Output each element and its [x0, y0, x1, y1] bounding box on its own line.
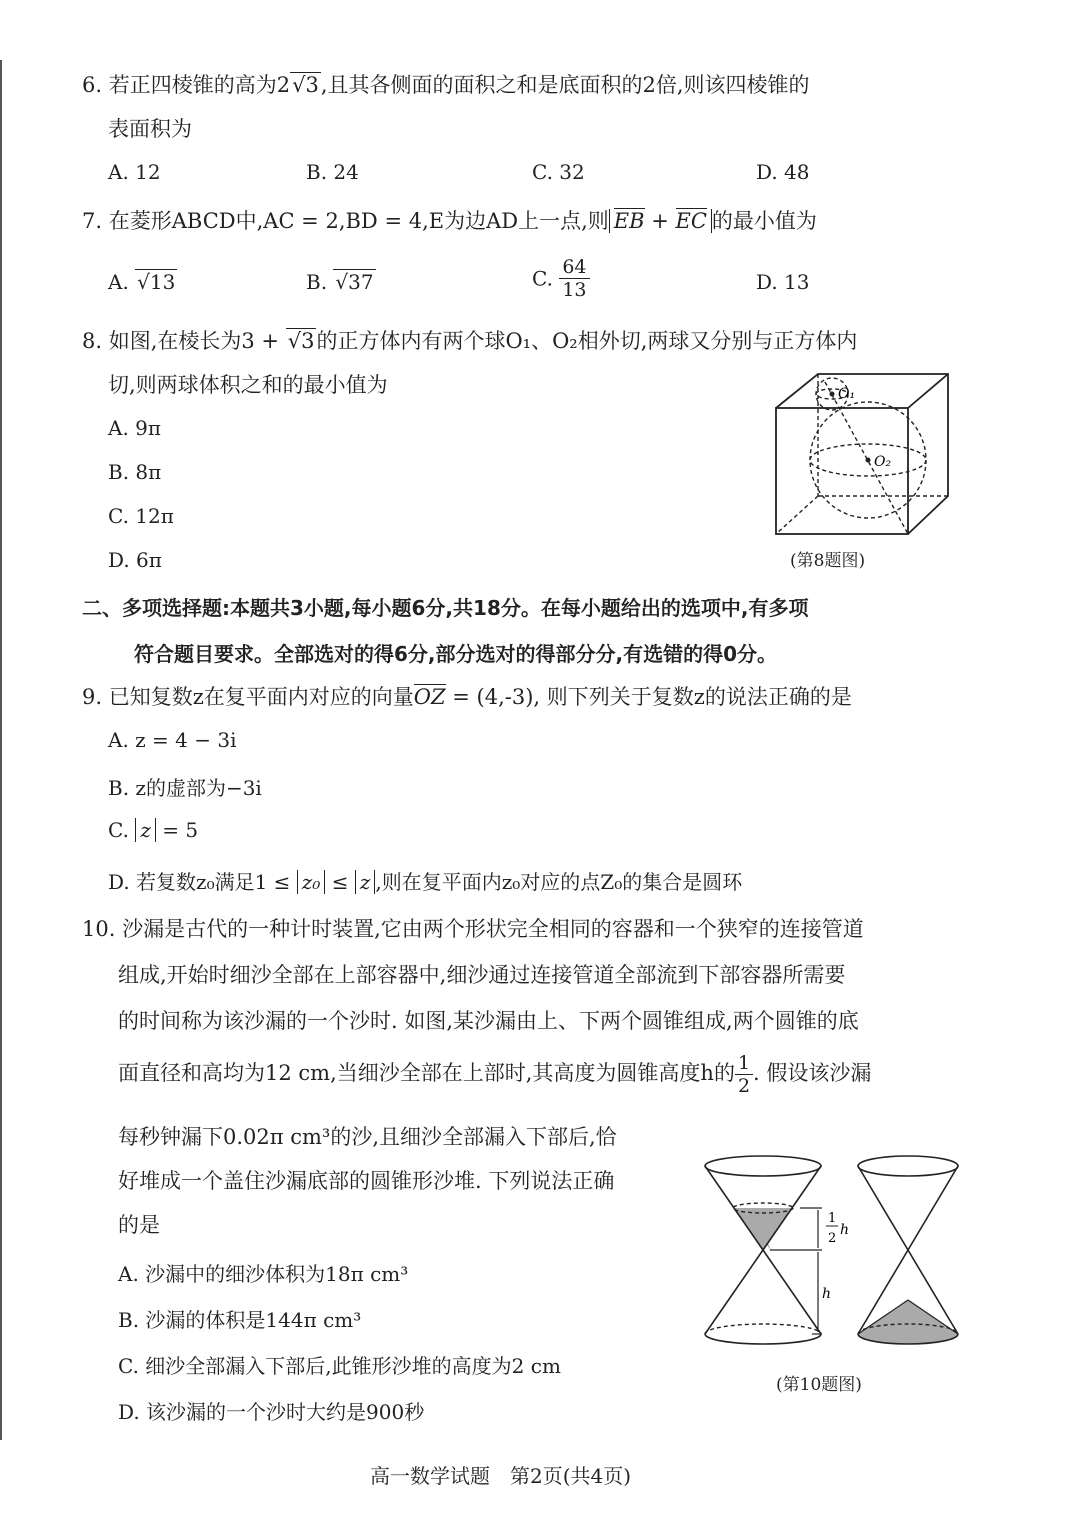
q10-option-d: D. 该沙漏的一个沙时大约是900秒: [118, 1400, 425, 1424]
section2-heading-line1: 二、多项选择题:本题共3小题,每小题6分,共18分。在每小题给出的选项中,有多项: [82, 596, 809, 620]
q10-stem-line4: 面直径和高均为12 cm,当细沙全部在上部时,其高度为圆锥高度h的 $\frac{1}{2}$ . 假设该沙漏: [118, 1052, 872, 1097]
q10-hourglass-figure: [700, 1146, 975, 1356]
q9-stem: 9. 已知复数z在复平面内对应的向量OZ = (4,-3), 则下列关于复数z的说法正确的是: [82, 685, 852, 709]
q8-stem-line1: 8. 如图,在棱长为3 + √3的正方体内有两个球O₁、O₂相外切,两球又分别与正方体内: [82, 329, 858, 353]
page-footer: 高一数学试题 第2页(共4页): [370, 1464, 632, 1488]
q6-option-c: C. 32: [532, 160, 585, 184]
section2-heading-line2: 符合题目要求。全部选对的得6分,部分选对的得部分分,有选错的得0分。: [134, 642, 778, 666]
q8-label-o2: O₂: [874, 454, 892, 470]
q10-stem-line2: 组成,开始时细沙全部在上部容器中,细沙通过连接管道全部流到下部容器所需要: [118, 963, 846, 987]
q8-cube-figure: [770, 368, 960, 540]
q6-option-d: D. 48: [756, 160, 810, 184]
q10-fig-half-num: 1: [828, 1211, 837, 1226]
q8-option-d: D. 6π: [108, 548, 162, 572]
q10-stem-line3: 的时间称为该沙漏的一个沙时. 如图,某沙漏由上、下两个圆锥组成,两个圆锥的底: [118, 1009, 859, 1033]
q7-option-b: B. √37: [306, 270, 374, 294]
q8-option-b: B. 8π: [108, 460, 162, 484]
q10-stem-line1: 10. 沙漏是古代的一种计时装置,它由两个形状完全相同的容器和一个狭窄的连接管道: [82, 917, 864, 941]
q7-option-c: C. $\frac{64}{13}$: [532, 256, 590, 301]
q6-stem-line2: 表面积为: [108, 117, 192, 141]
q8-label-o1: O₁: [838, 386, 856, 402]
q8-stem-line2: 切,则两球体积之和的最小值为: [108, 373, 388, 397]
q10-figure-caption: (第10题图): [776, 1375, 862, 1395]
q10-option-b: B. 沙漏的体积是144π cm³: [118, 1308, 362, 1332]
q9-option-b: B. z的虚部为−3i: [108, 776, 262, 800]
q8-figure-caption: (第8题图): [790, 551, 866, 571]
q10-stem-line6: 好堆成一个盖住沙漏底部的圆锥形沙堆. 下列说法正确: [118, 1169, 615, 1193]
q10-option-a: A. 沙漏中的细沙体积为18π cm³: [118, 1262, 409, 1286]
left-margin-rule: [0, 60, 2, 1440]
q8-option-a: A. 9π: [108, 416, 162, 440]
q7-option-a: A. √13: [108, 270, 176, 294]
q9-option-a: A. z = 4 − 3i: [108, 728, 237, 752]
q10-option-c: C. 细沙全部漏入下部后,此锥形沙堆的高度为2 cm: [118, 1354, 561, 1378]
q10-stem-line5: 每秒钟漏下0.02π cm³的沙,且细沙全部漏入下部后,恰: [118, 1125, 617, 1149]
q10-fig-half-h: h: [840, 1222, 850, 1238]
q10-fig-half-den: 2: [828, 1231, 837, 1246]
q10-stem-line7: 的是: [118, 1213, 160, 1237]
q7-option-d: D. 13: [756, 270, 810, 294]
q6-option-b: B. 24: [306, 160, 359, 184]
q9-option-d: D. 若复数z₀满足1 ≤ z₀ ≤ z ,则在复平面内z₀对应的点Z₀的集合是圆环: [108, 870, 743, 894]
q7-stem: 7. 在菱形ABCD中,AC = 2,BD = 4,E为边AD上一点,则 EB + EC 的最小值为: [82, 209, 817, 233]
q10-fig-h: h: [822, 1286, 832, 1302]
q6-option-a: A. 12: [108, 160, 161, 184]
q9-option-c: C. z = 5: [108, 818, 199, 842]
q8-option-c: C. 12π: [108, 504, 174, 528]
q6-stem-line1: 6. 若正四棱锥的高为2√3,且其各侧面的面积之和是底面积的2倍,则该四棱锥的: [82, 73, 810, 97]
